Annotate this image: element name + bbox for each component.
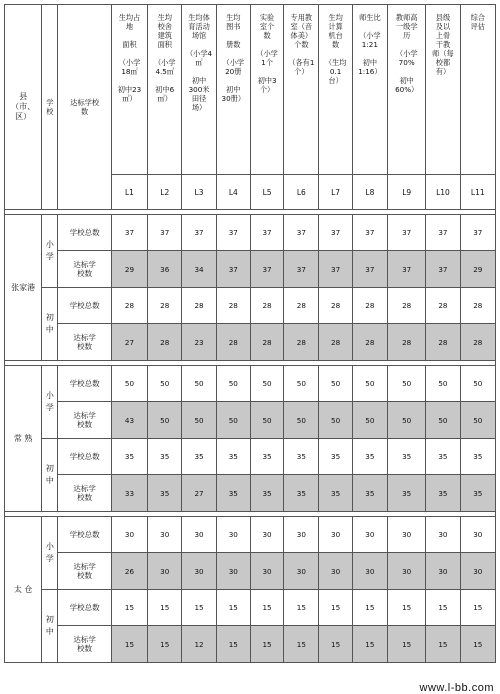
standard-count-label: 达标学校数 — [58, 626, 111, 663]
value-cell: 30 — [182, 553, 216, 590]
value-cell: 15 — [284, 590, 319, 626]
value-cell: 12 — [182, 626, 216, 663]
value-cell: 50 — [111, 366, 147, 402]
value-cell: 29 — [460, 251, 495, 288]
value-cell: 35 — [216, 439, 250, 475]
table-row — [5, 590, 496, 626]
value-cell: 30 — [250, 553, 283, 590]
column-header-4: 生均 图书 册数 （小学 20册 初中 30册） — [216, 5, 250, 175]
value-cell: 50 — [250, 366, 283, 402]
column-code-4: L4 — [216, 175, 250, 210]
value-cell: 15 — [388, 626, 426, 663]
column-code-8: L8 — [352, 175, 387, 210]
value-cell: 30 — [426, 553, 460, 590]
value-cell: 37 — [426, 251, 460, 288]
value-cell: 26 — [111, 553, 147, 590]
value-cell: 37 — [250, 215, 283, 251]
value-cell: 30 — [250, 517, 283, 553]
table-row — [5, 553, 496, 590]
value-cell: 30 — [216, 517, 250, 553]
value-cell: 35 — [182, 439, 216, 475]
value-cell: 30 — [216, 553, 250, 590]
school-level: 初中 — [42, 288, 58, 361]
value-cell: 37 — [388, 215, 426, 251]
value-cell: 37 — [284, 251, 319, 288]
value-cell: 50 — [426, 366, 460, 402]
value-cell: 37 — [388, 251, 426, 288]
column-header-7: 生均 计算 机台 数 （生均 0.1 台） — [319, 5, 352, 175]
column-header-9: 教师高 一级学 历 （小学 70% 初中 60%） — [388, 5, 426, 175]
value-cell: 37 — [182, 215, 216, 251]
value-cell: 35 — [284, 439, 319, 475]
column-header-2: 生均 校舍 建筑 面积 （小学 4.5㎡ 初中6 ㎡） — [148, 5, 182, 175]
value-cell: 50 — [319, 402, 352, 439]
value-cell: 37 — [319, 215, 352, 251]
value-cell: 50 — [319, 366, 352, 402]
value-cell: 50 — [352, 402, 387, 439]
school-total-label: 学校总数 — [58, 590, 111, 626]
value-cell: 50 — [388, 402, 426, 439]
value-cell: 35 — [388, 475, 426, 512]
value-cell: 15 — [352, 590, 387, 626]
county-name: 张家港 — [5, 215, 42, 361]
value-cell: 35 — [426, 475, 460, 512]
value-cell: 30 — [352, 553, 387, 590]
standard-count-label: 达标学校数 — [58, 402, 111, 439]
column-header-10: 县级 及以 上骨 干教 师（每 校都 有） — [426, 5, 460, 175]
value-cell: 15 — [352, 626, 387, 663]
value-cell: 30 — [148, 553, 182, 590]
value-cell: 28 — [388, 288, 426, 324]
value-cell: 15 — [111, 626, 147, 663]
value-cell: 15 — [250, 590, 283, 626]
school-standards-table — [4, 4, 496, 663]
column-code-3: L3 — [182, 175, 216, 210]
value-cell: 50 — [460, 366, 495, 402]
column-header-3: 生均体 育活动 场馆 （小学4 ㎡ 初中 300米 田径 场） — [182, 5, 216, 175]
value-cell: 28 — [426, 324, 460, 361]
value-cell: 50 — [250, 402, 283, 439]
column-code-6: L6 — [284, 175, 319, 210]
school-level: 小学 — [42, 517, 58, 590]
table-row — [5, 288, 496, 324]
value-cell: 28 — [111, 288, 147, 324]
value-cell: 15 — [216, 626, 250, 663]
value-cell: 35 — [460, 475, 495, 512]
value-cell: 37 — [460, 215, 495, 251]
value-cell: 35 — [388, 439, 426, 475]
value-cell: 30 — [319, 517, 352, 553]
column-header-6: 专用教 室（音 体美） 个数 （各有1 个） — [284, 5, 319, 175]
value-cell: 28 — [319, 288, 352, 324]
value-cell: 36 — [148, 251, 182, 288]
school-level: 初中 — [42, 439, 58, 512]
value-cell: 50 — [182, 402, 216, 439]
value-cell: 50 — [284, 366, 319, 402]
value-cell: 28 — [352, 324, 387, 361]
school-total-label: 学校总数 — [58, 439, 111, 475]
value-cell: 37 — [319, 251, 352, 288]
value-cell: 30 — [284, 553, 319, 590]
table-row — [5, 402, 496, 439]
table-row — [5, 251, 496, 288]
school-total-label: 学校总数 — [58, 215, 111, 251]
value-cell: 15 — [148, 626, 182, 663]
value-cell: 28 — [216, 324, 250, 361]
value-cell: 37 — [148, 215, 182, 251]
value-cell: 28 — [250, 324, 283, 361]
value-cell: 35 — [250, 439, 283, 475]
column-code-2: L2 — [148, 175, 182, 210]
value-cell: 15 — [250, 626, 283, 663]
value-cell: 28 — [216, 288, 250, 324]
table-row — [5, 439, 496, 475]
school-total-label: 学校总数 — [58, 517, 111, 553]
standard-count-label: 达标学校数 — [58, 475, 111, 512]
county-name: 太 仓 — [5, 517, 42, 663]
school-level: 小学 — [42, 215, 58, 288]
value-cell: 30 — [284, 517, 319, 553]
column-code-1: L1 — [111, 175, 147, 210]
value-cell: 35 — [426, 439, 460, 475]
value-cell: 28 — [284, 288, 319, 324]
table-row — [5, 215, 496, 251]
value-cell: 50 — [182, 366, 216, 402]
value-cell: 35 — [460, 439, 495, 475]
column-code-10: L10 — [426, 175, 460, 210]
county-name: 常 熟 — [5, 366, 42, 512]
value-cell: 30 — [388, 517, 426, 553]
value-cell: 30 — [460, 553, 495, 590]
school-level: 初中 — [42, 590, 58, 663]
table-row — [5, 517, 496, 553]
value-cell: 50 — [284, 402, 319, 439]
value-cell: 43 — [111, 402, 147, 439]
value-cell: 35 — [111, 439, 147, 475]
table-row — [5, 366, 496, 402]
standard-header: 达标学校 数 — [58, 5, 111, 210]
value-cell: 28 — [460, 288, 495, 324]
column-header-11: 综合 评估 — [460, 5, 495, 175]
school-total-label: 学校总数 — [58, 366, 111, 402]
value-cell: 35 — [319, 475, 352, 512]
column-header-1: 生均占 地 面积 （小学 18㎡ 初中23 ㎡） — [111, 5, 147, 175]
value-cell: 50 — [216, 402, 250, 439]
school-header: 学校 — [42, 5, 58, 210]
value-cell: 15 — [388, 590, 426, 626]
column-header-5: 实验 室个 数 （小学 1个 初中3 个） — [250, 5, 283, 175]
value-cell: 28 — [460, 324, 495, 361]
value-cell: 30 — [460, 517, 495, 553]
table-row — [5, 626, 496, 663]
value-cell: 50 — [388, 366, 426, 402]
value-cell: 28 — [182, 288, 216, 324]
value-cell: 15 — [182, 590, 216, 626]
value-cell: 28 — [426, 288, 460, 324]
value-cell: 30 — [148, 517, 182, 553]
value-cell: 37 — [352, 215, 387, 251]
value-cell: 35 — [352, 475, 387, 512]
value-cell: 30 — [352, 517, 387, 553]
value-cell: 34 — [182, 251, 216, 288]
value-cell: 27 — [182, 475, 216, 512]
value-cell: 30 — [111, 517, 147, 553]
header-row — [5, 5, 496, 175]
value-cell: 30 — [388, 553, 426, 590]
value-cell: 28 — [284, 324, 319, 361]
value-cell: 15 — [460, 626, 495, 663]
value-cell: 28 — [319, 324, 352, 361]
value-cell: 50 — [216, 366, 250, 402]
value-cell: 15 — [460, 590, 495, 626]
value-cell: 37 — [216, 251, 250, 288]
county-header: 县 （市、 区） — [5, 5, 42, 210]
value-cell: 37 — [250, 251, 283, 288]
value-cell: 35 — [284, 475, 319, 512]
value-cell: 37 — [352, 251, 387, 288]
value-cell: 28 — [388, 324, 426, 361]
value-cell: 28 — [250, 288, 283, 324]
value-cell: 15 — [111, 590, 147, 626]
value-cell: 28 — [352, 288, 387, 324]
value-cell: 29 — [111, 251, 147, 288]
value-cell: 35 — [319, 439, 352, 475]
value-cell: 15 — [284, 626, 319, 663]
value-cell: 37 — [284, 215, 319, 251]
value-cell: 35 — [216, 475, 250, 512]
standard-count-label: 达标学校数 — [58, 251, 111, 288]
value-cell: 50 — [352, 366, 387, 402]
value-cell: 37 — [111, 215, 147, 251]
column-code-9: L9 — [388, 175, 426, 210]
column-code-11: L11 — [460, 175, 495, 210]
table-row — [5, 475, 496, 512]
value-cell: 35 — [352, 439, 387, 475]
value-cell: 30 — [319, 553, 352, 590]
value-cell: 30 — [182, 517, 216, 553]
value-cell: 37 — [216, 215, 250, 251]
value-cell: 50 — [148, 402, 182, 439]
column-code-7: L7 — [319, 175, 352, 210]
value-cell: 35 — [148, 439, 182, 475]
value-cell: 15 — [148, 590, 182, 626]
column-header-8: 师生比 （小学 1:21 初中 1:16） — [352, 5, 387, 175]
value-cell: 28 — [148, 288, 182, 324]
value-cell: 15 — [216, 590, 250, 626]
standard-count-label: 达标学校数 — [58, 553, 111, 590]
school-total-label: 学校总数 — [58, 288, 111, 324]
value-cell: 15 — [319, 626, 352, 663]
standard-count-label: 达标学校数 — [58, 324, 111, 361]
table-row — [5, 324, 496, 361]
watermark: www.l-bb.com — [419, 682, 494, 694]
value-cell: 15 — [426, 626, 460, 663]
value-cell: 50 — [426, 402, 460, 439]
column-code-5: L5 — [250, 175, 283, 210]
value-cell: 35 — [148, 475, 182, 512]
value-cell: 30 — [426, 517, 460, 553]
value-cell: 28 — [148, 324, 182, 361]
value-cell: 35 — [250, 475, 283, 512]
school-level: 小学 — [42, 366, 58, 439]
value-cell: 50 — [460, 402, 495, 439]
value-cell: 33 — [111, 475, 147, 512]
value-cell: 50 — [148, 366, 182, 402]
value-cell: 23 — [182, 324, 216, 361]
value-cell: 37 — [426, 215, 460, 251]
value-cell: 15 — [426, 590, 460, 626]
value-cell: 27 — [111, 324, 147, 361]
value-cell: 15 — [319, 590, 352, 626]
